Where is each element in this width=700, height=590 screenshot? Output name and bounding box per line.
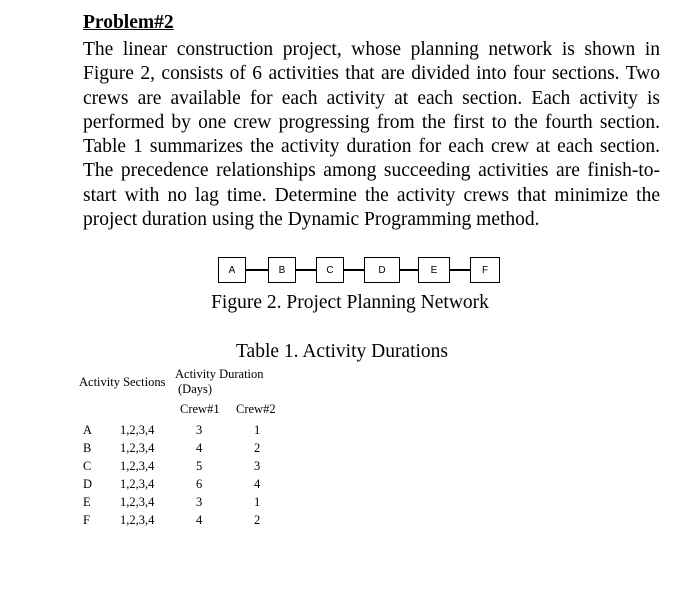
network-node-c: C [316,257,344,283]
cell-crew1: 4 [196,513,203,527]
planning-network [218,257,488,285]
cell-sections: 1,2,3,4 [120,441,155,455]
cell-crew1: 5 [196,459,203,473]
network-link [344,269,364,271]
cell-crew2: 2 [254,513,261,527]
network-node-e: E [418,257,450,283]
network-node-b: B [268,257,296,283]
cell-crew1: 4 [196,441,203,455]
network-link [450,269,470,271]
header-activity-duration: Activity Duration [175,367,264,381]
cell-activity: E [83,495,91,509]
problem-paragraph: The linear construction project, whose planning network is shown in Figure 2, consists of 6 activities that are divided into four sections. Two crews are available for each activity at each section. Each activity is performed by one crew progressing from the first to the fourth section. Table 1 summarizes the activity duration for each crew at each section. The precedence relationships among succeeding activities are finish-to-start with no lag time. Determine the activity crews that minimize the project duration using the Dynamic Programming method. [83,39,660,231]
header-days: (Days) [178,382,213,396]
cell-crew2: 1 [254,495,261,509]
table-row [0,459,700,477]
table-row [0,441,700,459]
header-crew2: Crew#2 [236,402,276,416]
network-link [246,269,268,271]
problem-heading: Problem#2 [83,12,174,33]
cell-sections: 1,2,3,4 [120,513,155,527]
cell-crew1: 3 [196,423,203,437]
cell-activity: D [83,477,93,491]
cell-crew1: 3 [196,495,203,509]
network-node-d: D [364,257,400,283]
cell-sections: 1,2,3,4 [120,477,155,491]
table-row [0,495,700,513]
network-link [296,269,316,271]
cell-crew2: 4 [254,477,261,491]
cell-crew2: 3 [254,459,261,473]
network-link [400,269,418,271]
figure-caption: Figure 2. Project Planning Network [211,292,489,313]
cell-sections: 1,2,3,4 [120,459,155,473]
network-node-a: A [218,257,246,283]
network-node-f: F [470,257,500,283]
table-caption: Table 1. Activity Durations [236,341,449,362]
header-crew1: Crew#1 [180,402,220,416]
cell-activity: A [83,423,93,437]
cell-crew2: 2 [254,441,261,455]
table-row [0,423,700,441]
cell-activity: B [83,441,92,455]
cell-crew1: 6 [196,477,203,491]
cell-activity: C [83,459,92,473]
cell-sections: 1,2,3,4 [120,495,155,509]
cell-sections: 1,2,3,4 [120,423,155,437]
table-row [0,477,700,495]
table-row [0,513,700,531]
cell-crew2: 1 [254,423,261,437]
cell-activity: F [83,513,90,527]
header-activity-sections: Activity Sections [79,375,166,389]
